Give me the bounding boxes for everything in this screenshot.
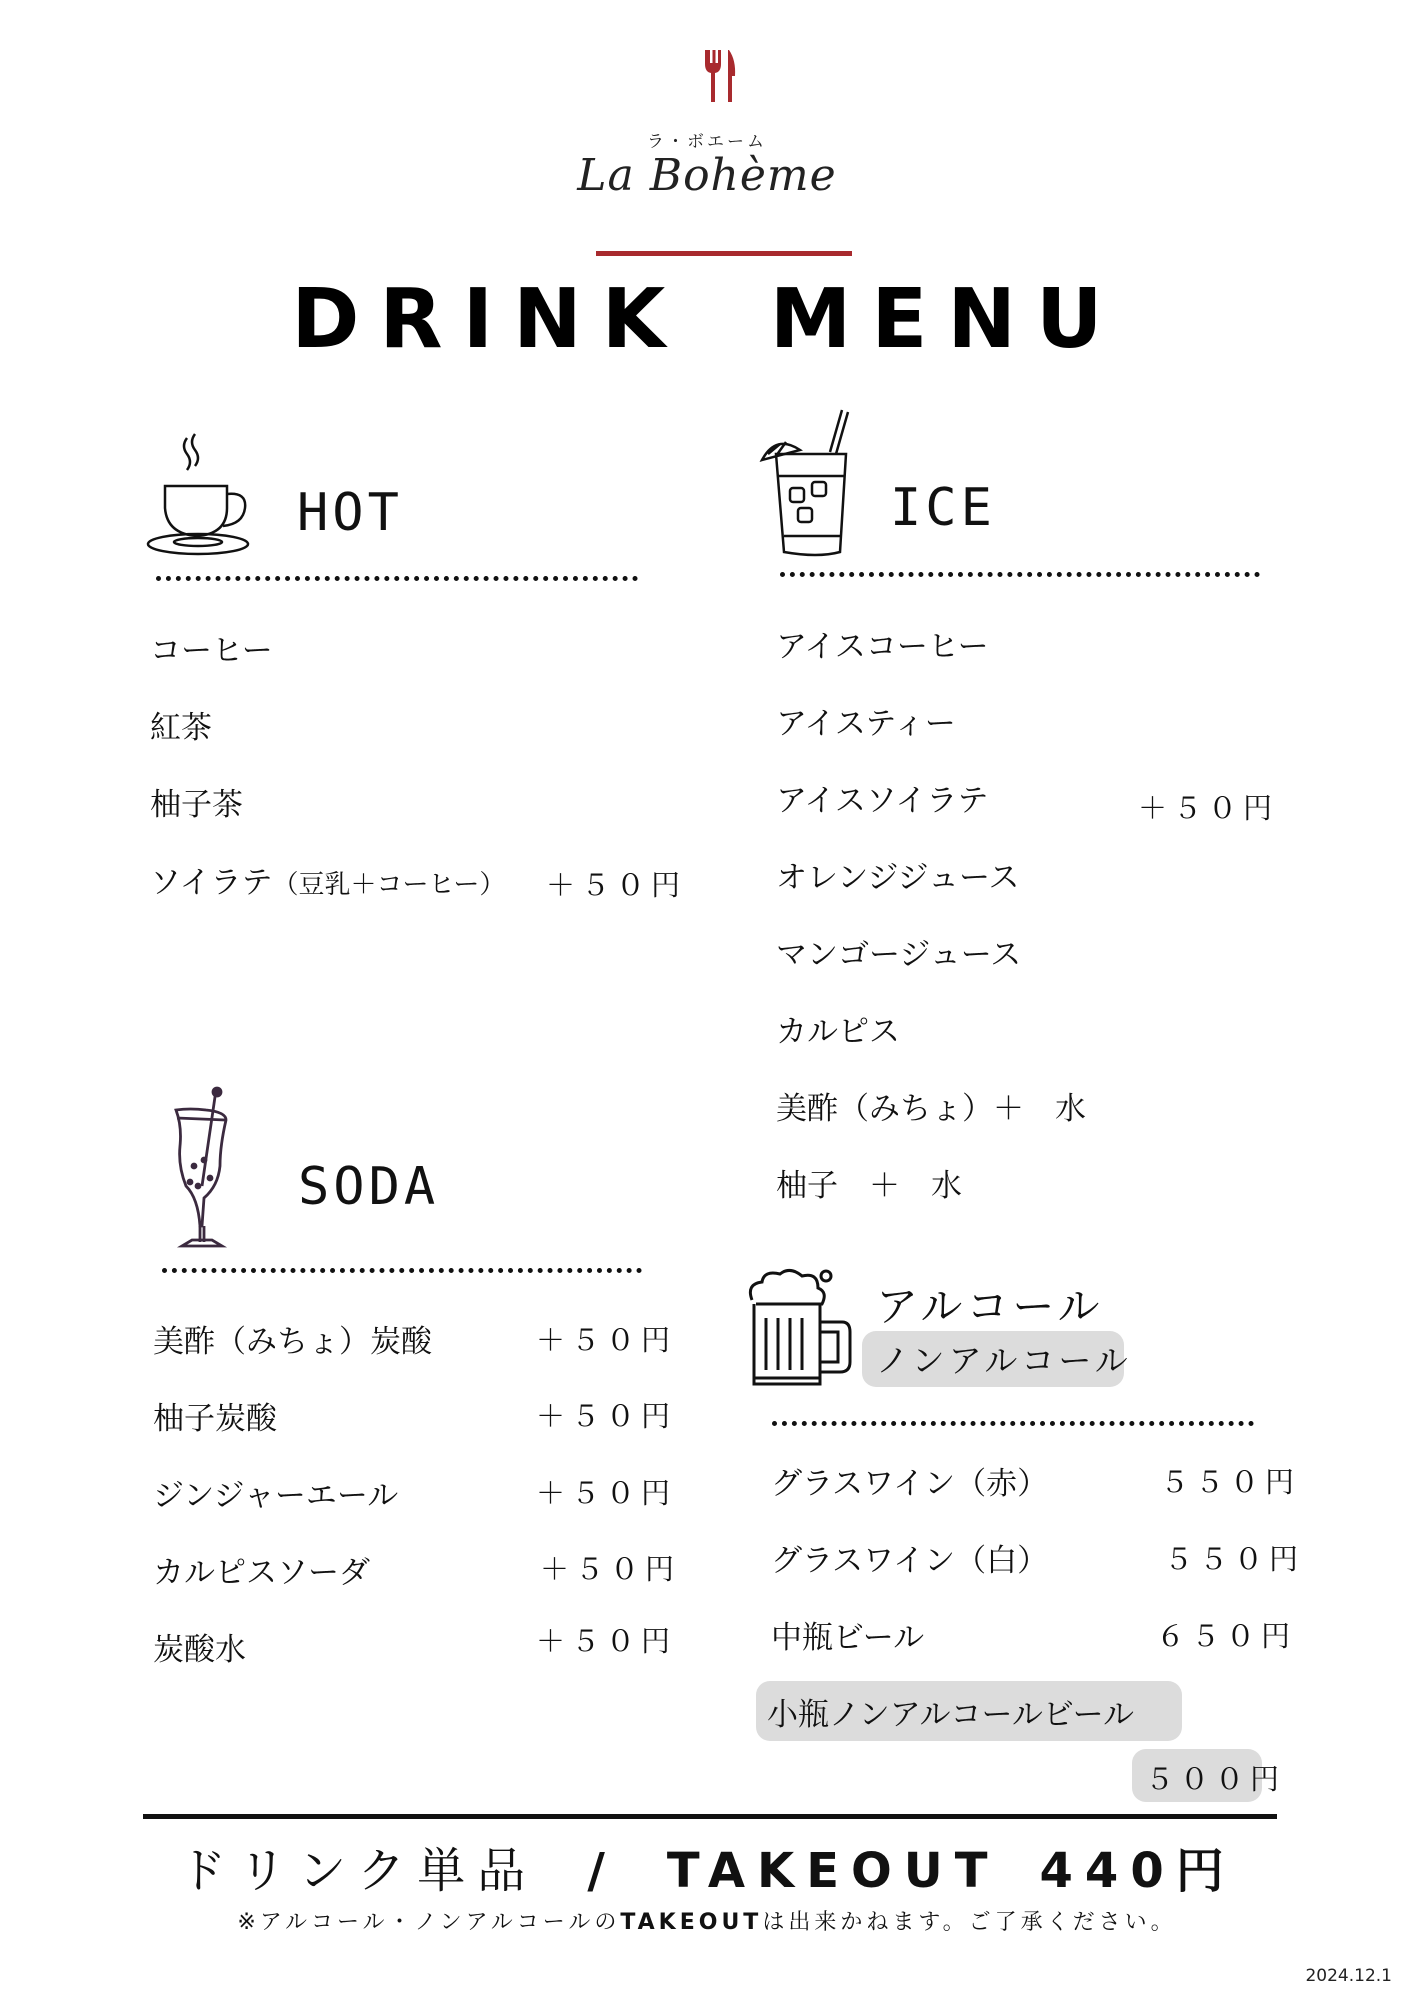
alcohol-item: 中瓶ビール: [771, 1620, 925, 1656]
soda-item: ジンジャーエール: [153, 1478, 399, 1514]
takeout-note: ※アルコール・ノンアルコールのTAKEOUTは出来かねます。ご了承ください。: [237, 1910, 1177, 1935]
hot-item: 紅茶: [150, 710, 212, 746]
ice-item-price: ＋５０円: [1138, 791, 1279, 825]
ice-item: カルピス: [776, 1014, 900, 1050]
alcohol-item-price: ６５０円: [1156, 1619, 1297, 1653]
footer-takeout: TAKEOUT: [666, 1843, 1000, 1899]
page-title: DRINK MENU: [291, 272, 1123, 367]
ice-item: アイスコーヒー: [776, 629, 989, 665]
ice-item: アイスティー: [776, 706, 956, 742]
coffee-cup-icon: [143, 430, 253, 560]
hot-item-price: ＋５０円: [546, 868, 687, 902]
soda-item-price: ＋５０円: [540, 1552, 681, 1586]
footer-single-drink: ドリンク単品: [178, 1843, 538, 1899]
soda-heading: SODA: [298, 1157, 440, 1217]
logo-subtitle: ラ・ボエーム: [647, 132, 767, 152]
ice-heading: ICE: [890, 478, 996, 538]
alcohol-item: グラスワイン（赤）: [771, 1466, 1049, 1502]
alcohol-divider: [772, 1421, 1254, 1426]
soda-divider: [162, 1268, 642, 1273]
ice-item: 美酢（みちょ）＋ 水: [776, 1091, 1086, 1127]
soda-item: 炭酸水: [153, 1632, 246, 1668]
hot-item: ソイラテ（豆乳＋コーヒー）: [150, 865, 506, 901]
soda-item: 柚子炭酸: [153, 1401, 277, 1437]
logo-name: La Bohème: [577, 150, 837, 201]
soda-item-price: ＋５０円: [536, 1399, 677, 1433]
ice-item: アイスソイラテ: [776, 783, 989, 819]
soda-item: 美酢（みちょ）炭酸: [153, 1324, 432, 1360]
alcohol-item-price: ５５０円: [1164, 1542, 1305, 1576]
soda-item: カルピスソーダ: [153, 1555, 370, 1591]
hot-item: 柚子茶: [150, 787, 243, 823]
special-item-price: ５００円: [1145, 1762, 1286, 1796]
iced-drink-icon: [758, 404, 850, 564]
ice-divider: [780, 572, 1260, 577]
accent-divider: [596, 251, 852, 256]
hot-item: コーヒー: [150, 633, 273, 669]
beer-mug-icon: [746, 1266, 856, 1394]
non-alcohol-label: ノンアルコール: [876, 1341, 1132, 1380]
ice-item: オレンジジュース: [776, 860, 1020, 896]
ice-item: マンゴージュース: [776, 937, 1022, 973]
soda-item-price: ＋５０円: [536, 1624, 677, 1658]
soda-item-price: ＋５０円: [536, 1323, 677, 1357]
takeout-price: [0, 1832, 1414, 1901]
hot-divider: [156, 576, 638, 581]
footer-slash: /: [587, 1843, 617, 1899]
hot-heading: HOT: [297, 483, 403, 543]
soda-item-price: ＋５０円: [536, 1476, 677, 1510]
special-item: 小瓶ノンアルコールビール: [767, 1697, 1135, 1733]
alcohol-item-price: ５５０円: [1160, 1465, 1301, 1499]
alcohol-item: グラスワイン（白）: [771, 1543, 1049, 1579]
alcohol-heading: アルコール: [876, 1282, 1104, 1331]
ice-item: 柚子 ＋ 水: [776, 1168, 962, 1204]
hot-item-detail: （豆乳＋コーヒー）: [272, 870, 506, 900]
cutlery-icon: [702, 48, 738, 104]
cocktail-glass-icon: [168, 1086, 238, 1256]
revision-date: 2024.12.1: [1305, 1966, 1392, 1986]
footer-price: 440円: [1039, 1843, 1236, 1899]
footer-divider: [143, 1814, 1277, 1819]
